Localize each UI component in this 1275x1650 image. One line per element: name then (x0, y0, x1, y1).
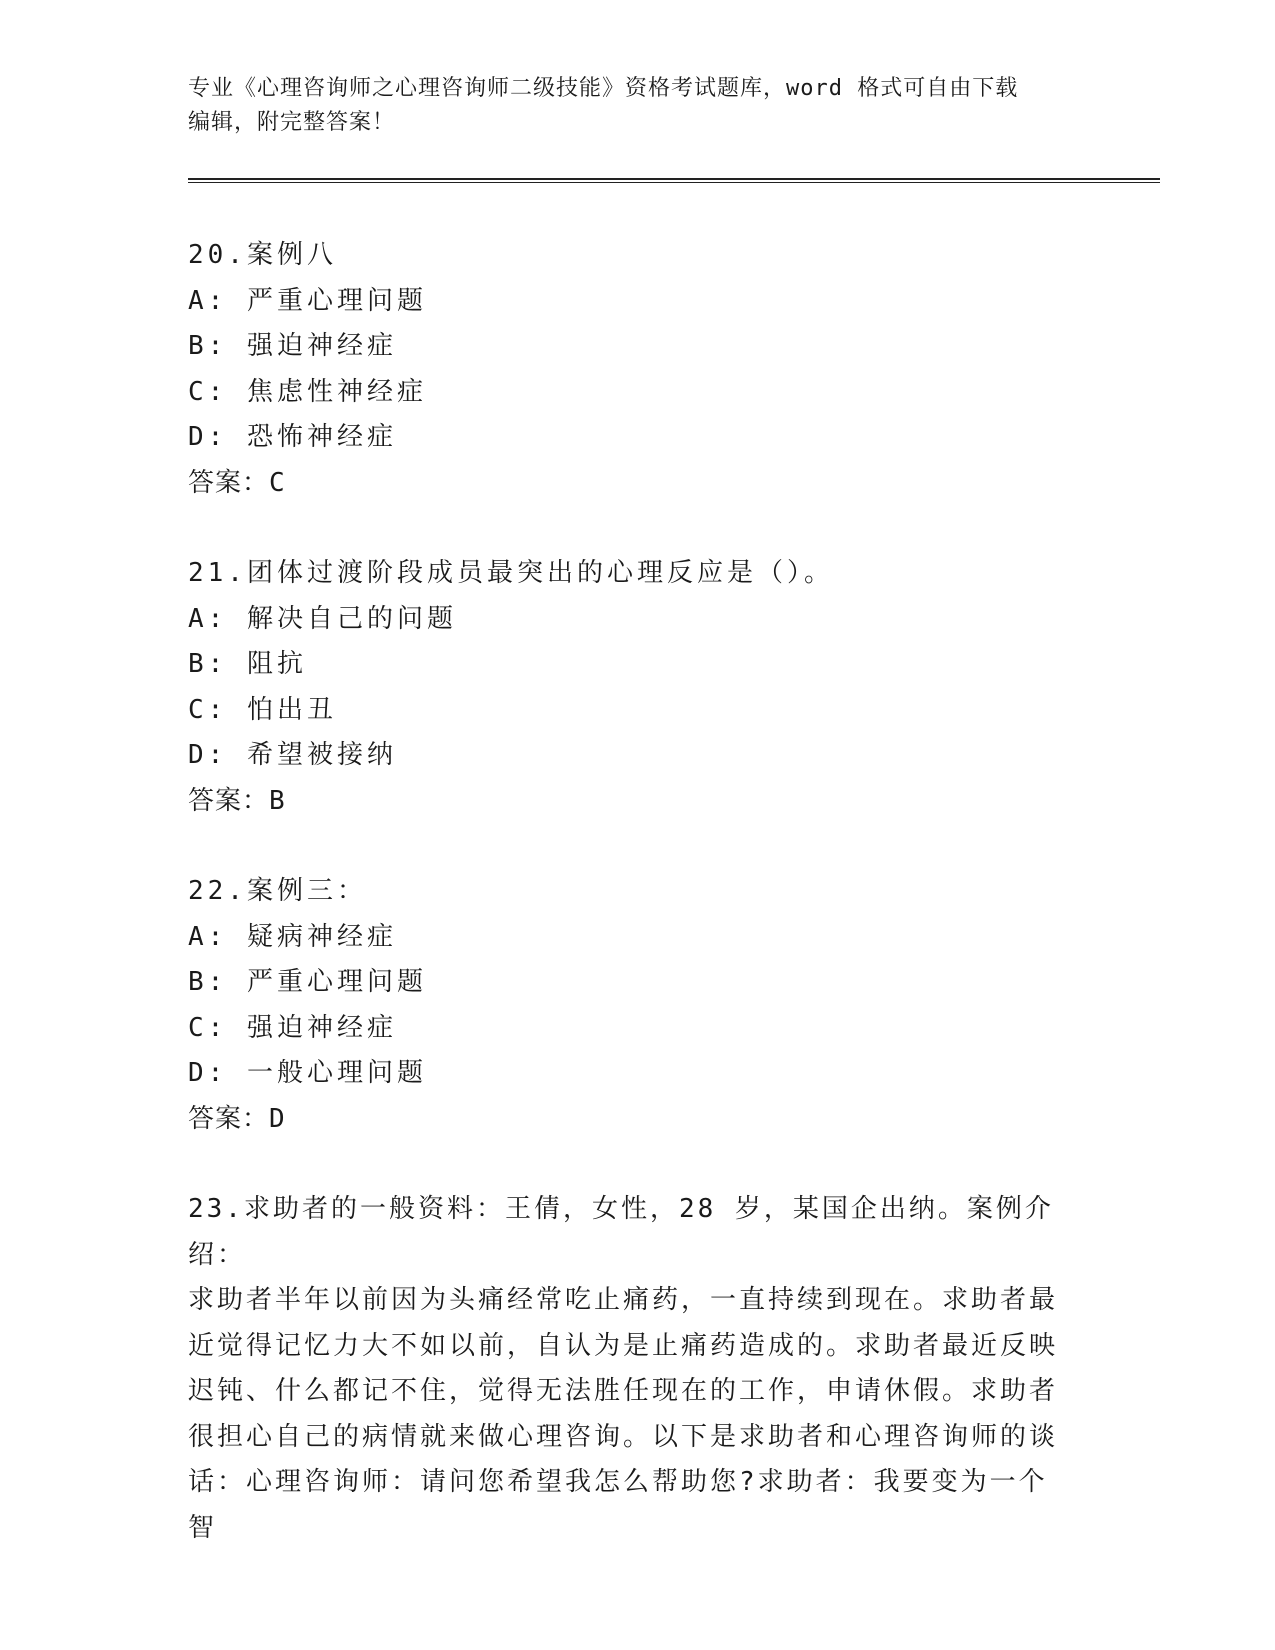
question-text-line: 迟钝、什么都记不住，觉得无法胜任现在的工作，申请休假。求助者 (188, 1376, 1059, 1406)
answer-value: B (269, 785, 286, 816)
answer-value: C (269, 467, 286, 498)
option-b: B: 强迫神经症 (188, 331, 397, 361)
option-a: A: 严重心理问题 (188, 285, 427, 316)
answer-line (188, 461, 1088, 507)
option-d: D: 恐怖神经症 (188, 422, 397, 452)
option-c: C: 焦虑性神经症 (188, 376, 427, 407)
answer-label: 答案： (188, 785, 270, 816)
option-d: D: 希望被接纳 (188, 740, 397, 770)
question-stem: 21.团体过渡阶段成员最突出的心理反应是（）。 (188, 558, 834, 588)
question-text-line: 近觉得记忆力大不如以前，自认为是止痛药造成的。求助者最近反映 (188, 1330, 1059, 1361)
question-text-line: 23.求助者的一般资料：王倩，女性，28 岁，某国企出纳。案例介绍： (188, 1194, 1054, 1270)
header-divider (188, 178, 1160, 183)
answer-value: D (269, 1103, 286, 1134)
option-a: A: 疑病神经症 (188, 921, 397, 952)
question-23 (188, 1187, 1088, 1551)
option-b: B: 严重心理问题 (188, 967, 427, 997)
answer-label: 答案： (188, 467, 270, 498)
answer-label: 答案： (188, 1103, 270, 1134)
question-stem: 22.案例三： (188, 876, 367, 906)
question-21 (188, 551, 1088, 824)
question-list (188, 233, 1088, 1596)
document-header (188, 72, 1068, 140)
answer-line (188, 779, 1088, 825)
option-b: B: 阻抗 (188, 649, 307, 679)
header-line-2: 编辑，附完整答案！ (188, 110, 396, 135)
question-stem: 20.案例八 (188, 240, 337, 270)
question-22 (188, 869, 1088, 1142)
question-20 (188, 233, 1088, 506)
option-c: C: 怕出丑 (188, 694, 337, 725)
option-a: A: 解决自己的问题 (188, 603, 457, 634)
question-text-line: 话：心理咨询师：请问您希望我怎么帮助您?求助者：我要变为一个智 (188, 1467, 1048, 1543)
question-text-line: 求助者半年以前因为头痛经常吃止痛药，一直持续到现在。求助者最 (188, 1285, 1059, 1315)
question-text-line: 很担心自己的病情就来做心理咨询。以下是求助者和心理咨询师的谈 (188, 1421, 1059, 1452)
option-c: C: 强迫神经症 (188, 1012, 397, 1043)
answer-line (188, 1097, 1088, 1143)
header-line-1: 专业《心理咨询师之心理咨询师二级技能》资格考试题库，word 格式可自由下载 (188, 76, 1019, 101)
option-d: D: 一般心理问题 (188, 1058, 427, 1088)
